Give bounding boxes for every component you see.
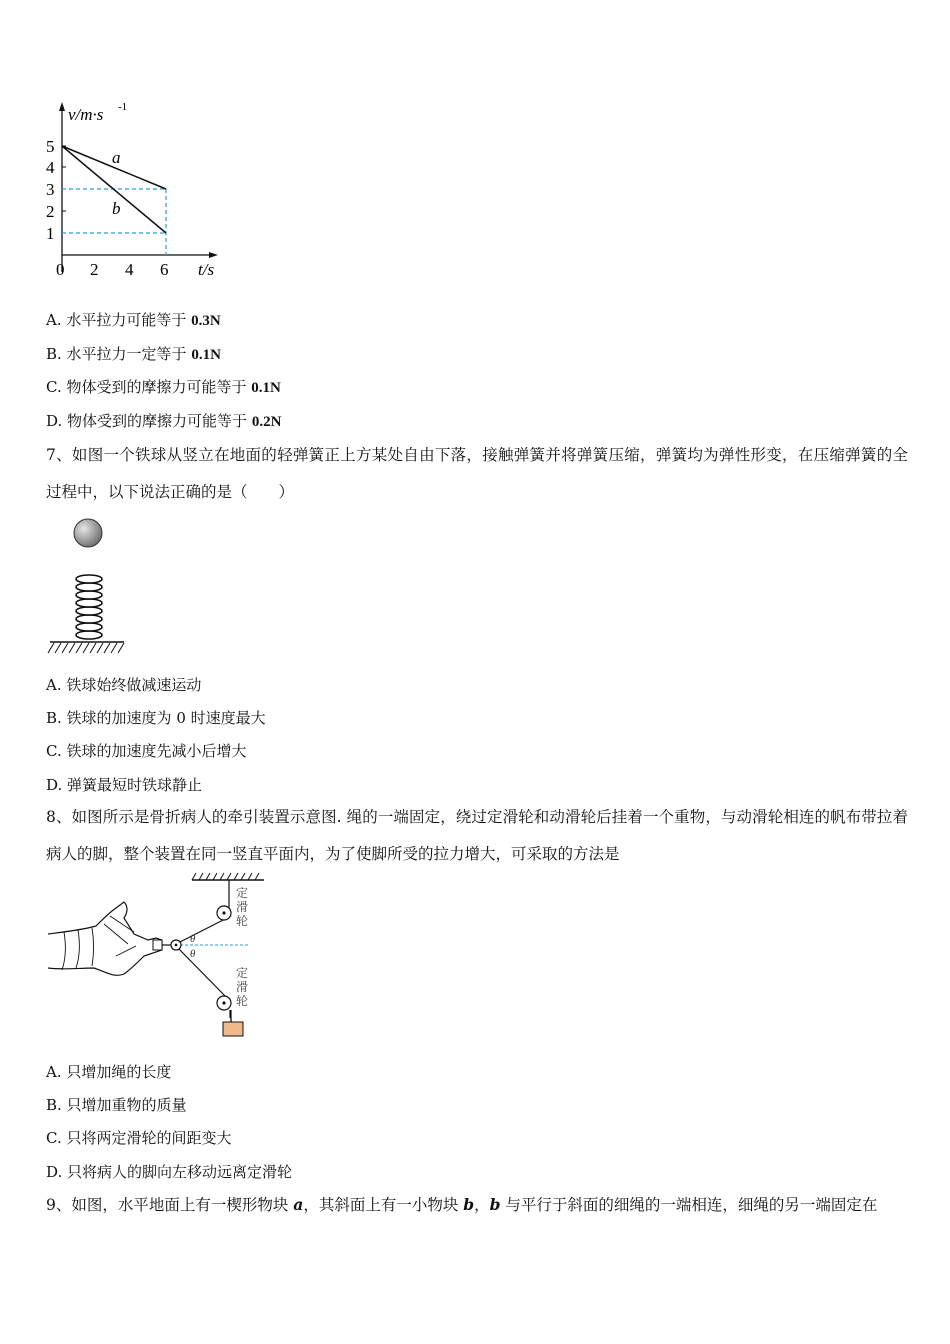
q7-stem: 7、如图一个铁球从竖立在地面的轻弹簧正上方某处自由下落，接触弹簧并将弹簧压缩，弹簧均为弹性形变，在压缩弹簧的全过程中，以下说法正确的是（ ） (46, 446, 908, 501)
q8-option-d: D. 只将病人的脚向左移动远离定滑轮 (46, 1163, 293, 1181)
q7-option-d: D. 弹簧最短时铁球静止 (46, 776, 203, 794)
q7-option-c: C. 铁球的加速度先减小后增大 (46, 742, 247, 760)
y-tick-1: 1 (46, 224, 55, 243)
angle-label-bottom: θ (190, 948, 196, 960)
q6-option-d: D. 物体受到的摩擦力可能等于 0.2N (46, 412, 282, 430)
vt-graph (40, 96, 230, 286)
x-tick-2: 2 (90, 260, 99, 279)
x-axis-label: t/s (198, 260, 215, 279)
y-tick-3: 3 (46, 180, 55, 199)
q8-option-a: A. 只增加绳的长度 (46, 1063, 172, 1081)
q7-option-b: B. 铁球的加速度为 0 时速度最大 (46, 709, 266, 727)
y-tick-2: 2 (46, 202, 55, 221)
ball-spring-figure (46, 512, 130, 660)
pulley-label-top: 定滑轮 (236, 886, 249, 928)
y-axis-sup: -1 (118, 101, 128, 113)
x-tick-4: 4 (125, 260, 134, 279)
q6-option-c: C. 物体受到的摩擦力可能等于 0.1N (46, 378, 281, 396)
q8-stem: 8、如图所示是骨折病人的牵引装置示意图. 绳的一端固定，绕过定滑轮和动滑轮后挂着一个重物，与动滑轮相连的帆布带拉着病人的脚，整个装置在同一竖直平面内，为了使脚所受的拉力增大，可采取的方法是 (46, 808, 908, 863)
x-tick-6: 6 (160, 260, 169, 279)
pulley-label-bottom: 定滑轮 (236, 966, 249, 1008)
y-tick-4: 4 (46, 158, 55, 177)
q6-option-b: B. 水平拉力一定等于 0.1N (46, 345, 221, 363)
y-tick-5: 5 (46, 137, 55, 156)
spring (76, 575, 102, 639)
q8-option-b: B. 只增加重物的质量 (46, 1096, 187, 1114)
iron-ball (74, 519, 102, 547)
q8-option-c: C. 只将两定滑轮的间距变大 (46, 1129, 232, 1147)
weight-block (223, 1022, 243, 1036)
x-tick-0: 0 (56, 260, 65, 279)
q6-option-a: A. 水平拉力可能等于 0.3N (46, 311, 221, 329)
q9-stem: 9、如图，水平地面上有一楔形物块 a，其斜面上有一小物块 b，b 与平行于斜面的细绳的一端相连，细绳的另一端固定在 (46, 1195, 878, 1214)
y-axis-label: v/m·s (68, 105, 104, 124)
angle-label-top: θ (190, 933, 196, 945)
line-b-label: b (112, 199, 121, 218)
line-a-label: a (112, 148, 121, 167)
q7-option-a: A. 铁球始终做减速运动 (46, 676, 202, 694)
